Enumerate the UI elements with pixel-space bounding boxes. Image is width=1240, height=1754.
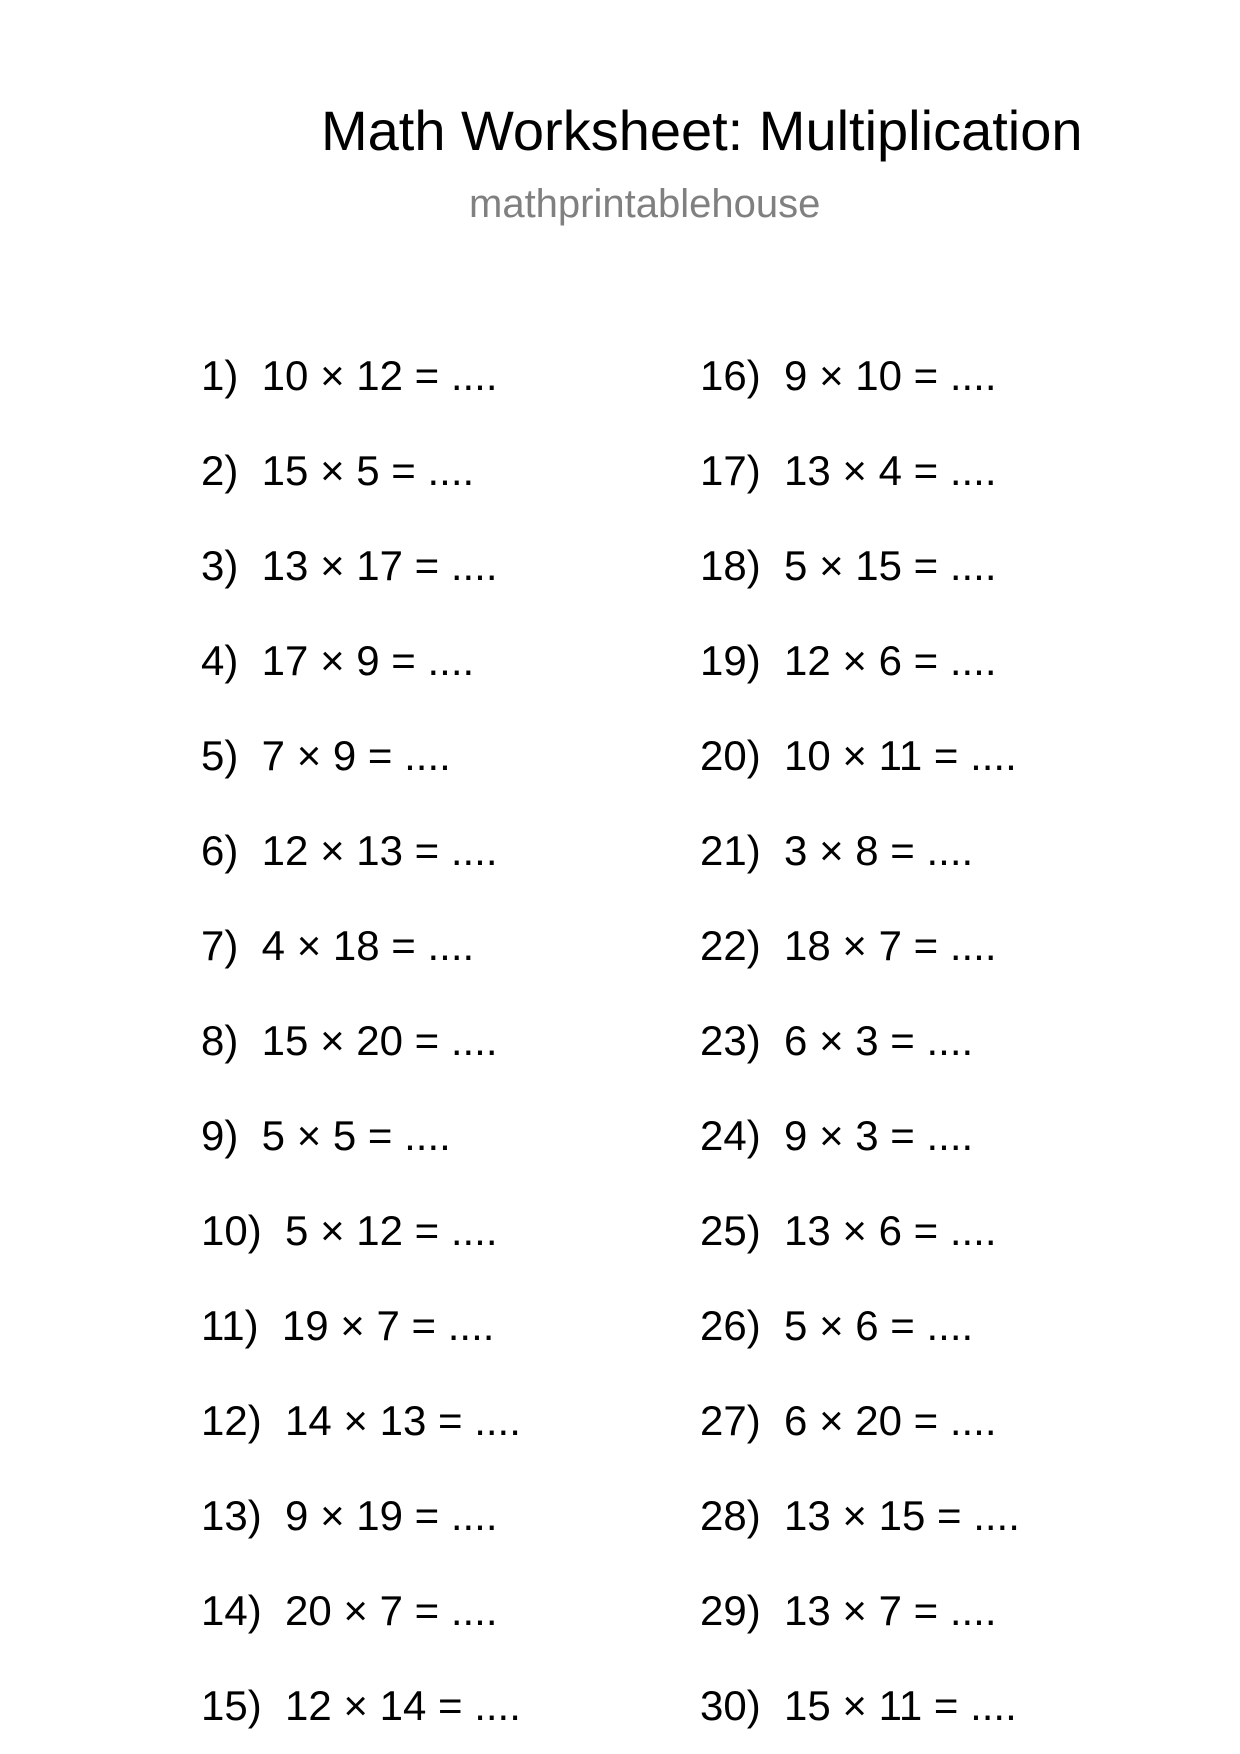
problem-item: 2) 15 × 5 = .... — [201, 447, 475, 494]
problem-item: 1) 10 × 12 = .... — [201, 352, 498, 399]
problem-item: 30) 15 × 11 = .... — [700, 1682, 1017, 1729]
problem-item: 13) 9 × 19 = .... — [201, 1492, 498, 1539]
problem-item: 15) 12 × 14 = .... — [201, 1682, 521, 1729]
problem-item: 5) 7 × 9 = .... — [201, 732, 451, 779]
problem-item: 3) 13 × 17 = .... — [201, 542, 498, 589]
problem-item: 11) 19 × 7 = .... — [201, 1302, 495, 1349]
problem-item: 10) 5 × 12 = .... — [201, 1207, 498, 1254]
problems-right-column — [700, 352, 1020, 1754]
problem-item: 22) 18 × 7 = .... — [700, 922, 997, 969]
problem-item: 8) 15 × 20 = .... — [201, 1017, 498, 1064]
problem-item: 18) 5 × 15 = .... — [700, 542, 997, 589]
problem-item: 24) 9 × 3 = .... — [700, 1112, 974, 1159]
problem-item: 23) 6 × 3 = .... — [700, 1017, 974, 1064]
problem-item: 12) 14 × 13 = .... — [201, 1397, 521, 1444]
problem-item: 16) 9 × 10 = .... — [700, 352, 997, 399]
problem-item: 17) 13 × 4 = .... — [700, 447, 997, 494]
problem-item: 9) 5 × 5 = .... — [201, 1112, 451, 1159]
worksheet-subtitle: mathprintablehouse — [469, 182, 821, 226]
problem-item: 28) 13 × 15 = .... — [700, 1492, 1020, 1539]
problem-item: 26) 5 × 6 = .... — [700, 1302, 974, 1349]
problem-item: 19) 12 × 6 = .... — [700, 637, 997, 684]
problem-item: 4) 17 × 9 = .... — [201, 637, 475, 684]
problem-item: 14) 20 × 7 = .... — [201, 1587, 498, 1634]
worksheet-title: Math Worksheet: Multiplication — [321, 99, 1083, 162]
problems-left-column — [201, 352, 521, 1754]
problem-item: 21) 3 × 8 = .... — [700, 827, 974, 874]
problem-item: 25) 13 × 6 = .... — [700, 1207, 997, 1254]
problem-item: 27) 6 × 20 = .... — [700, 1397, 997, 1444]
problem-item: 7) 4 × 18 = .... — [201, 922, 475, 969]
problem-item: 20) 10 × 11 = .... — [700, 732, 1017, 779]
problem-item: 29) 13 × 7 = .... — [700, 1587, 997, 1634]
problem-item: 6) 12 × 13 = .... — [201, 827, 498, 874]
